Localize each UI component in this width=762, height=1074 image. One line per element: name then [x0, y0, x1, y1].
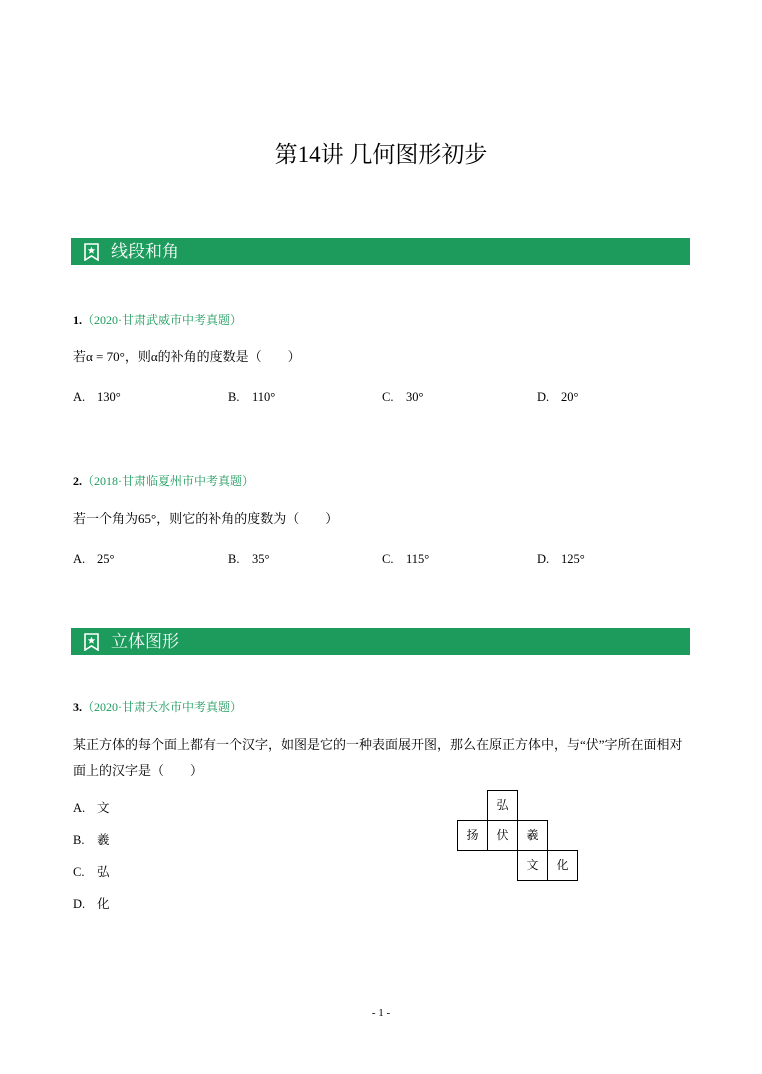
option-text: 125°	[561, 552, 585, 566]
section-title: 线段和角	[111, 242, 179, 261]
page-number: - 1 -	[371, 1007, 391, 1019]
question-3-option-d	[73, 896, 110, 912]
option-text: 文	[97, 801, 110, 815]
question-2-header	[73, 473, 254, 489]
question-3-stem-line-1: 某正方体的每个面上都有一个汉字，如图是它的一种表面展开图，那么在原正方体中，与“伏”字所在面相对	[73, 737, 683, 752]
option-text: 110°	[252, 390, 276, 404]
option-letter: D.	[73, 897, 86, 911]
option-text: 弘	[97, 865, 110, 879]
bookmark-star-icon	[84, 243, 99, 261]
net-cell: 扬	[457, 820, 488, 851]
question-number: 2.	[73, 474, 82, 488]
question-3-option-a	[73, 800, 110, 816]
question-1-stem: 若α = 70°，则α的补角的度数是（ ）	[73, 349, 301, 364]
section-header-solid-figures	[71, 628, 690, 655]
net-cell: 化	[547, 850, 578, 881]
option-letter: C.	[382, 390, 394, 404]
question-2-option-d	[537, 551, 585, 567]
net-cell: 文	[517, 850, 548, 881]
question-1-option-c	[382, 389, 424, 405]
net-cell: 羲	[517, 820, 548, 851]
question-2-stem: 若一个角为65°，则它的补角的度数为（ ）	[73, 511, 339, 526]
option-letter: C.	[73, 865, 85, 879]
cube-net-figure	[457, 790, 578, 881]
question-1-header	[73, 312, 242, 328]
question-2-option-c	[382, 551, 429, 567]
net-cell: 弘	[487, 790, 518, 821]
bookmark-star-icon	[84, 633, 99, 651]
question-1-option-b	[228, 389, 275, 405]
option-text: 羲	[97, 833, 110, 847]
question-number: 3.	[73, 700, 82, 714]
question-3-option-b	[73, 832, 110, 848]
option-letter: D.	[537, 390, 550, 404]
question-1-option-d	[537, 389, 579, 405]
option-letter: B.	[228, 552, 240, 566]
section-title: 立体图形	[111, 632, 179, 651]
question-1-option-a	[73, 389, 121, 405]
option-letter: B.	[73, 833, 85, 847]
question-3-option-c	[73, 864, 110, 880]
question-source: （2020·甘肃天水市中考真题）	[82, 700, 242, 714]
option-text: 115°	[406, 552, 430, 566]
option-letter: A.	[73, 390, 86, 404]
question-3-header	[73, 699, 242, 715]
question-source: （2018·甘肃临夏州市中考真题）	[82, 474, 254, 488]
option-text: 25°	[97, 552, 115, 566]
option-text: 35°	[252, 552, 270, 566]
option-text: 130°	[97, 390, 121, 404]
question-2-option-b	[228, 551, 270, 567]
option-letter: B.	[228, 390, 240, 404]
page-title: 第14讲 几何图形初步	[274, 142, 488, 167]
option-letter: A.	[73, 801, 86, 815]
option-text: 化	[97, 897, 110, 911]
option-letter: A.	[73, 552, 86, 566]
question-source: （2020·甘肃武威市中考真题）	[82, 313, 242, 327]
option-letter: C.	[382, 552, 394, 566]
option-letter: D.	[537, 552, 550, 566]
question-2-option-a	[73, 551, 115, 567]
option-text: 20°	[561, 390, 579, 404]
question-number: 1.	[73, 313, 82, 327]
section-header-segments-angles	[71, 238, 690, 265]
option-text: 30°	[406, 390, 424, 404]
question-3-stem-line-2: 面上的汉字是（ ）	[73, 763, 204, 778]
net-cell: 伏	[487, 820, 518, 851]
